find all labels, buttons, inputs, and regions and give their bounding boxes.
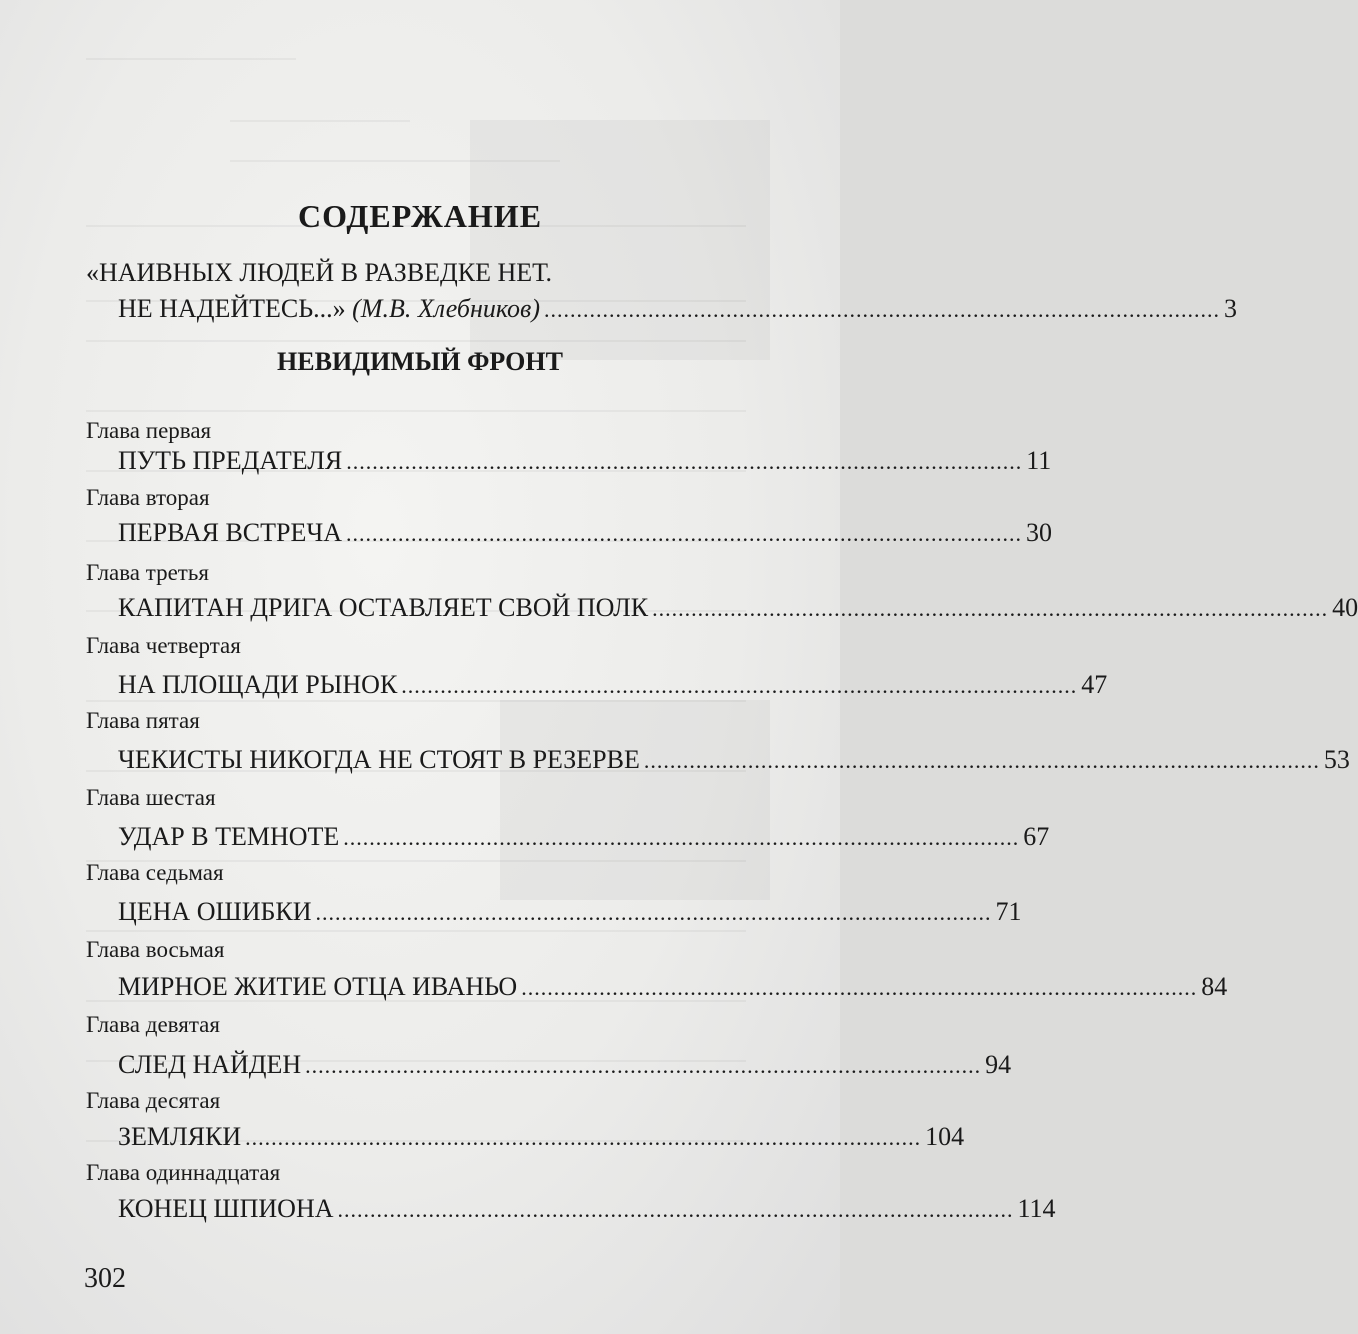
- chapter-title: СЛЕД НАЙДЕН: [118, 1050, 302, 1079]
- chapter-label: Глава девятая: [86, 1012, 220, 1037]
- toc-entry-chapter-3[interactable]: [118, 593, 1358, 623]
- intro-author: (М.В. Хлебников): [352, 294, 540, 323]
- chapter-title: ЗЕМЛЯКИ: [118, 1122, 242, 1151]
- leader-dots: ........................................................................................................: [643, 748, 1320, 773]
- toc-page-number: 30: [1026, 518, 1053, 547]
- chapter-title: НА ПЛОЩАДИ РЫНОК: [118, 670, 398, 699]
- chapter-title: ЦЕНА ОШИБКИ: [118, 897, 312, 926]
- chapter-label: Глава одиннадцатая: [86, 1160, 281, 1185]
- chapter-label: Глава восьмая: [86, 937, 225, 962]
- leader-dots: ........................................................................................................: [346, 521, 1023, 546]
- toc-page-number: 47: [1081, 670, 1108, 699]
- chapter-label: Глава вторая: [86, 485, 210, 510]
- toc-entry-chapter-10[interactable]: [118, 1122, 965, 1152]
- toc-entry-chapter-11[interactable]: [118, 1194, 1056, 1224]
- chapter-title: КАПИТАН ДРИГА ОСТАВЛЯЕТ СВОЙ ПОЛК: [118, 593, 649, 622]
- chapter-label: Глава шестая: [86, 785, 216, 810]
- toc-page-number: 84: [1201, 972, 1228, 1001]
- folio-page-number: 302: [84, 1263, 126, 1294]
- intro-title-line1: «НАИВНЫХ ЛЮДЕЙ В РАЗВЕДКЕ НЕТ.: [86, 258, 552, 287]
- chapter-title: ПЕРВАЯ ВСТРЕЧА: [118, 518, 343, 547]
- intro-title-line2: НЕ НАДЕЙТЕСЬ...» (М.В. Хлебников): [118, 294, 540, 323]
- leader-dots: ........................................................................................................: [521, 975, 1198, 1000]
- toc-title: СОДЕРЖАНИЕ: [297, 198, 543, 234]
- chapter-label: Глава седьмая: [86, 860, 224, 885]
- toc-page-number: 40: [1332, 593, 1358, 622]
- toc-page-number: 53: [1323, 745, 1350, 774]
- chapter-label: Глава первая: [86, 418, 212, 443]
- leader-dots: ........................................................................................................: [305, 1053, 982, 1078]
- chapter-title: ЧЕКИСТЫ НИКОГДА НЕ СТОЯТ В РЕЗЕРВЕ: [118, 745, 640, 774]
- leader-dots: ........................................................................................................: [245, 1125, 922, 1150]
- chapter-title: КОНЕЦ ШПИОНА: [118, 1194, 334, 1223]
- leader-dots: ........................................................................................................: [346, 449, 1023, 474]
- toc-entry-chapter-6[interactable]: [118, 822, 1050, 852]
- toc-entry-chapter-8[interactable]: [118, 972, 1228, 1002]
- toc-page-number: 94: [985, 1050, 1012, 1079]
- section-title: НЕВИДИМЫЙ ФРОНТ: [277, 347, 563, 376]
- chapter-title: ПУТЬ ПРЕДАТЕЛЯ: [118, 446, 343, 475]
- chapter-label: Глава четвертая: [86, 633, 241, 658]
- chapter-title: УДАР В ТЕМНОТЕ: [118, 822, 340, 851]
- leader-dots: ........................................................................................................: [337, 1197, 1014, 1222]
- leader-dots: ........................................................................................................: [544, 297, 1220, 322]
- leader-dots: ........................................................................................................: [652, 596, 1329, 621]
- leader-dots: ........................................................................................................: [401, 673, 1078, 698]
- toc-entry-chapter-5[interactable]: [118, 745, 1350, 775]
- chapter-label: Глава пятая: [86, 708, 200, 733]
- toc-page-number: 114: [1017, 1194, 1056, 1223]
- toc-page-number: 71: [995, 897, 1022, 926]
- toc-page-number: 104: [925, 1122, 965, 1151]
- toc-entry-chapter-2[interactable]: [118, 518, 1053, 548]
- toc-page-number: 3: [1224, 294, 1237, 323]
- toc-entry-chapter-4[interactable]: [118, 670, 1108, 700]
- chapter-title: МИРНОЕ ЖИТИЕ ОТЦА ИВАНЬО: [118, 972, 518, 1001]
- toc-entry-chapter-7[interactable]: [118, 897, 1022, 927]
- chapter-label: Глава третья: [86, 560, 209, 585]
- toc-page-number: 11: [1026, 446, 1052, 475]
- toc-entry-chapter-1[interactable]: [118, 446, 1052, 476]
- leader-dots: ........................................................................................................: [343, 825, 1020, 850]
- toc-page-number: 67: [1023, 822, 1050, 851]
- chapter-label: Глава десятая: [86, 1088, 221, 1113]
- toc-entry-intro[interactable]: [118, 294, 1237, 324]
- leader-dots: ........................................................................................................: [315, 900, 992, 925]
- toc-entry-chapter-9[interactable]: [118, 1050, 1012, 1080]
